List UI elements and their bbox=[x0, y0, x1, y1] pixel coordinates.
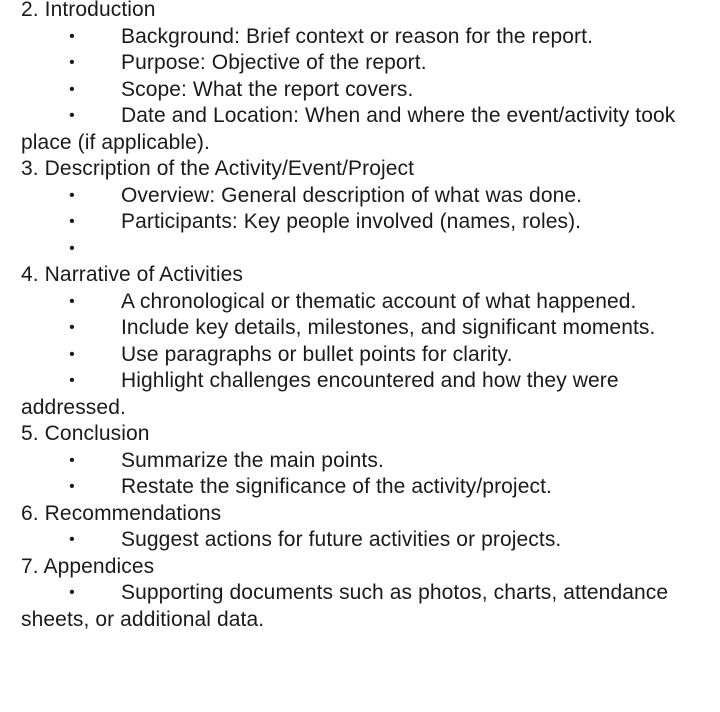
list-item-text: Use paragraphs or bullet points for clarity. bbox=[121, 342, 513, 366]
list-item-text: Include key details, milestones, and significant moments. bbox=[121, 316, 656, 339]
list-item-text: Background: Brief context or reason for the report. bbox=[121, 24, 594, 48]
list-item bbox=[21, 580, 701, 633]
list-item bbox=[21, 368, 701, 421]
bullet-icon: • bbox=[69, 372, 75, 389]
list-item-text: Participants: Key people involved (names, roles). bbox=[121, 210, 582, 233]
bullet-icon: • bbox=[69, 186, 75, 204]
document-body bbox=[21, 0, 701, 633]
list-item-text: Overview: General description of what was done. bbox=[121, 183, 583, 207]
list-item bbox=[21, 527, 701, 554]
list-item bbox=[21, 50, 701, 77]
bullet-icon: • bbox=[69, 451, 75, 469]
list-item-text: Summarize the main points. bbox=[121, 448, 384, 472]
list-item bbox=[21, 183, 701, 210]
list-item-text: Scope: What the report covers. bbox=[121, 77, 414, 101]
section-heading: 6. Recommendations bbox=[21, 501, 222, 525]
bullet-icon: • bbox=[69, 292, 75, 310]
bullet-icon: • bbox=[69, 584, 75, 601]
list-item bbox=[21, 289, 701, 316]
bullet-icon: • bbox=[69, 213, 75, 230]
list-item-text: Restate the significance of the activity/project. bbox=[121, 475, 552, 498]
list-item bbox=[21, 209, 701, 236]
section-heading: 7. Appendices bbox=[21, 554, 155, 578]
list-item bbox=[21, 24, 701, 51]
list-item bbox=[21, 474, 701, 501]
list-item bbox=[21, 448, 701, 475]
list-item-text: Highlight challenges encountered and how they were addressed. bbox=[21, 369, 619, 419]
section-heading: 3. Description of the Activity/Event/Project bbox=[21, 157, 415, 180]
bullet-icon: • bbox=[69, 478, 75, 495]
bullet-icon: • bbox=[69, 531, 75, 548]
bullet-icon: • bbox=[69, 319, 75, 336]
bullet-icon: • bbox=[69, 239, 75, 257]
section-heading: 5. Conclusion bbox=[21, 422, 150, 445]
list-item bbox=[21, 315, 701, 342]
list-item bbox=[21, 103, 701, 156]
list-item-text: A chronological or thematic account of what happened. bbox=[121, 289, 637, 313]
bullet-icon: • bbox=[69, 27, 75, 45]
bullet-icon: • bbox=[69, 54, 75, 71]
bullet-icon: • bbox=[69, 345, 75, 363]
list-item-text: Date and Location: When and where the event/activity took place (if applicable). bbox=[21, 104, 676, 154]
section-heading: 2. Introduction bbox=[21, 0, 156, 21]
list-item bbox=[21, 342, 701, 369]
list-item-text: Supporting documents such as photos, charts, attendance sheets, or additional data. bbox=[21, 581, 669, 631]
list-item-text: Suggest actions for future activities or projects. bbox=[121, 528, 562, 551]
bullet-icon: • bbox=[69, 107, 75, 124]
bullet-icon: • bbox=[69, 80, 75, 98]
list-item bbox=[21, 77, 701, 104]
list-item-empty bbox=[21, 236, 701, 263]
section-heading: 4. Narrative of Activities bbox=[21, 263, 244, 286]
list-item-text: Purpose: Objective of the report. bbox=[121, 51, 427, 74]
